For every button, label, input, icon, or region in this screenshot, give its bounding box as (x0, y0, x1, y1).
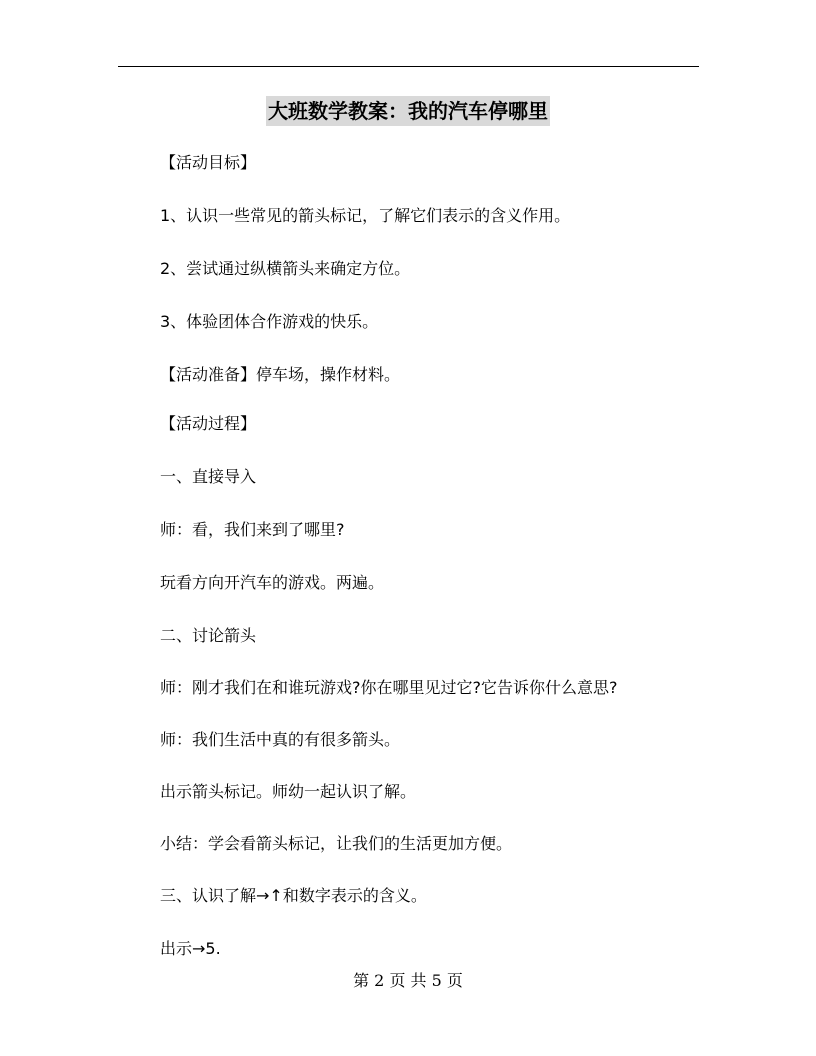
paragraph-activity-process-heading: 【活动过程】 (160, 414, 257, 433)
paragraph-goal-2: 2、尝试通过纵横箭头来确定方位。 (160, 259, 411, 278)
paragraph-section-1-heading: 一、直接导入 (160, 467, 257, 486)
paragraph-section-2-heading: 二、讨论箭头 (160, 626, 257, 645)
title-container (0, 96, 816, 126)
paragraph-summary: 小结：学会看箭头标记，让我们的生活更加方便。 (160, 834, 513, 853)
paragraph-teacher-line-1: 师：看，我们来到了哪里? (160, 520, 345, 539)
paragraph-game-instruction: 玩看方向开汽车的游戏。两遍。 (160, 573, 385, 592)
paragraph-teacher-question: 师：刚才我们在和谁玩游戏?你在哪里见过它?它告诉你什么意思? (160, 678, 618, 697)
paragraph-goal-3: 3、体验团体合作游戏的快乐。 (160, 312, 379, 331)
header-rule (118, 66, 699, 67)
document-title: 大班数学教案：我的汽车停哪里 (266, 96, 550, 126)
paragraph-activity-goals-heading: 【活动目标】 (160, 153, 257, 172)
paragraph-activity-preparation: 【活动准备】停车场，操作材料。 (160, 365, 401, 384)
paragraph-section-3-heading: 三、认识了解→↑和数字表示的含义。 (160, 886, 427, 905)
paragraph-show-arrow-5: 出示→5. (160, 939, 221, 958)
paragraph-teacher-line-2: 师：我们生活中真的有很多箭头。 (160, 730, 401, 749)
page-number-footer: 第 2 页 共 5 页 (353, 971, 463, 990)
paragraph-show-arrow-signs: 出示箭头标记。师幼一起认识了解。 (160, 782, 417, 801)
paragraph-goal-1: 1、认识一些常见的箭头标记，了解它们表示的含义作用。 (160, 206, 571, 225)
